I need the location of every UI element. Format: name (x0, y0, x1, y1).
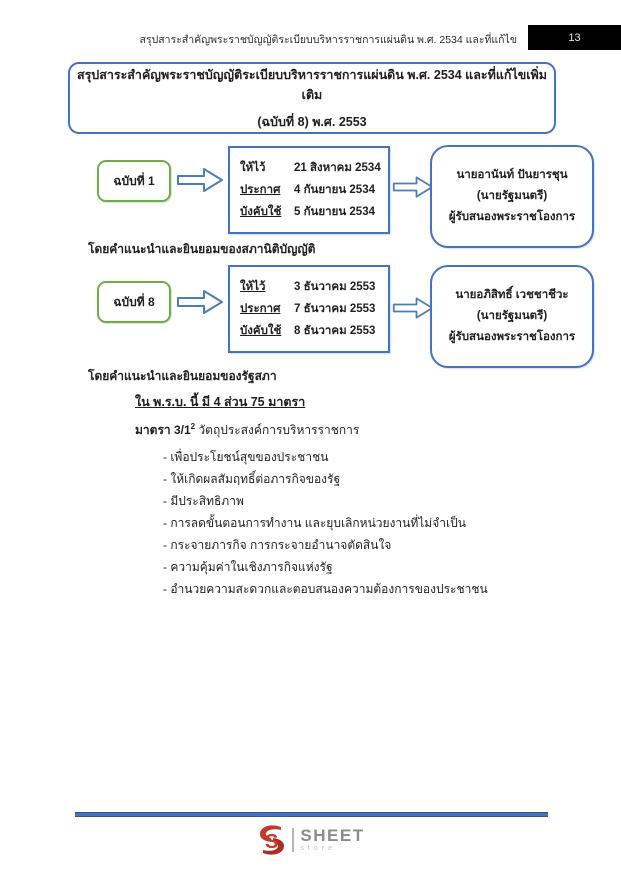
arrow-right-icon (176, 165, 224, 195)
date-row (240, 298, 378, 320)
date-row (240, 276, 378, 298)
date-row (240, 157, 381, 179)
date-row (240, 320, 378, 342)
list-item: - ความคุ้มค่าในเชิงภารกิจแห่งรัฐ (163, 560, 333, 574)
date-row (240, 201, 378, 223)
brand-name: SHEET (300, 826, 365, 845)
section-superscript: 2 (190, 422, 196, 431)
brand-subtitle: store (300, 845, 336, 852)
signer-name: นายอานันท์ ปันยารชุน (456, 169, 568, 181)
signer-role: ผู้รับสนองพระราชโองการ (448, 331, 576, 343)
header-running-title: สรุปสาระสำคัญพระราชบัญญัติระเบียบบริหารราชการแผ่นดิน พ.ศ. 2534 และที่แก้ไข (139, 34, 517, 46)
list-item: - มีประสิทธิภาพ (163, 494, 244, 508)
list-item: - กระจายภารกิจ การกระจายอำนาจตัดสินใจ (163, 538, 392, 552)
date-label: บังคับใช้ (240, 325, 282, 337)
edition-8-box (97, 281, 171, 323)
date-value: 4 กันยายน 2534 (294, 184, 375, 196)
page-number-badge (528, 25, 621, 50)
summary-section-line (135, 421, 359, 440)
signer-name: นายอภิสิทธิ์ เวชชาชีวะ (455, 289, 569, 301)
list-item: - ให้เกิดผลสัมฤทธิ์ต่อภารกิจของรัฐ (163, 472, 341, 486)
date-label: ให้ไว้ (240, 162, 266, 174)
date-value: 7 ธันวาคม 2553 (294, 303, 376, 315)
section-title: วัตถุประสงค์การบริหารราชการ (195, 423, 360, 437)
edition-1-signer-box (430, 145, 594, 248)
arrow-right-icon (392, 293, 434, 323)
arrow-right-icon (176, 287, 224, 317)
edition-1-label: ฉบับที่ 1 (113, 173, 155, 188)
svg-text:S: S (265, 831, 279, 853)
section-number: มาตรา 3/1 (135, 423, 191, 437)
list-item: - อำนวยความสะดวกและตอบสนองความต้องการของประชาชน (163, 582, 488, 596)
edition-8-dates-box (228, 265, 390, 353)
edition-1-note: โดยคำแนะนำและยินยอมของสภานิติบัญญัติ (88, 242, 316, 256)
sheet-store-logo-icon (256, 822, 288, 858)
objectives-list (163, 446, 488, 600)
title-line-2: (ฉบับที่ 8) พ.ศ. 2553 (257, 114, 367, 129)
footer-divider-bar (75, 812, 548, 817)
date-value: 3 ธันวาคม 2553 (294, 281, 376, 293)
signer-role: ผู้รับสนองพระราชโองการ (448, 211, 576, 223)
edition-8-signer-box (430, 265, 594, 368)
date-value: 21 สิงหาคม 2534 (294, 162, 381, 174)
logo-divider (292, 828, 294, 852)
sheet-store-logo (0, 822, 621, 858)
date-value: 8 ธันวาคม 2553 (294, 325, 376, 337)
date-label: ประกาศ (240, 303, 281, 315)
date-value: 5 กันยายน 2534 (294, 206, 375, 218)
edition-8-label: ฉบับที่ 8 (113, 294, 155, 309)
title-box (68, 62, 556, 134)
signer-title: (นายรัฐมนตรี) (476, 190, 548, 202)
list-item: - การลดขั้นตอนการทำงาน และยุบเลิกหน่วยงานที่ไม่จำเป็น (163, 516, 466, 530)
list-item: - เพื่อประโยชน์สุขของประชาชน (163, 450, 329, 464)
edition-1-box (97, 160, 171, 202)
title-line-1: สรุปสาระสำคัญพระราชบัญญัติระเบียบบริหารราชการแผ่นดิน พ.ศ. 2534 และที่แก้ไขเพิ่มเติม (76, 67, 548, 102)
edition-8-note: โดยคำแนะนำและยินยอมของรัฐสภา (88, 369, 277, 383)
arrow-right-icon (392, 172, 434, 202)
summary-heading: ใน พ.ร.บ. นี้ มี 4 ส่วน 75 มาตรา (135, 395, 306, 409)
date-row (240, 179, 378, 201)
date-label: ประกาศ (240, 184, 281, 196)
page-number: 13 (568, 31, 581, 44)
signer-title: (นายรัฐมนตรี) (476, 310, 548, 322)
date-label: บังคับใช้ (240, 206, 282, 218)
edition-1-dates-box (228, 146, 390, 234)
date-label: ให้ไว้ (240, 281, 266, 293)
